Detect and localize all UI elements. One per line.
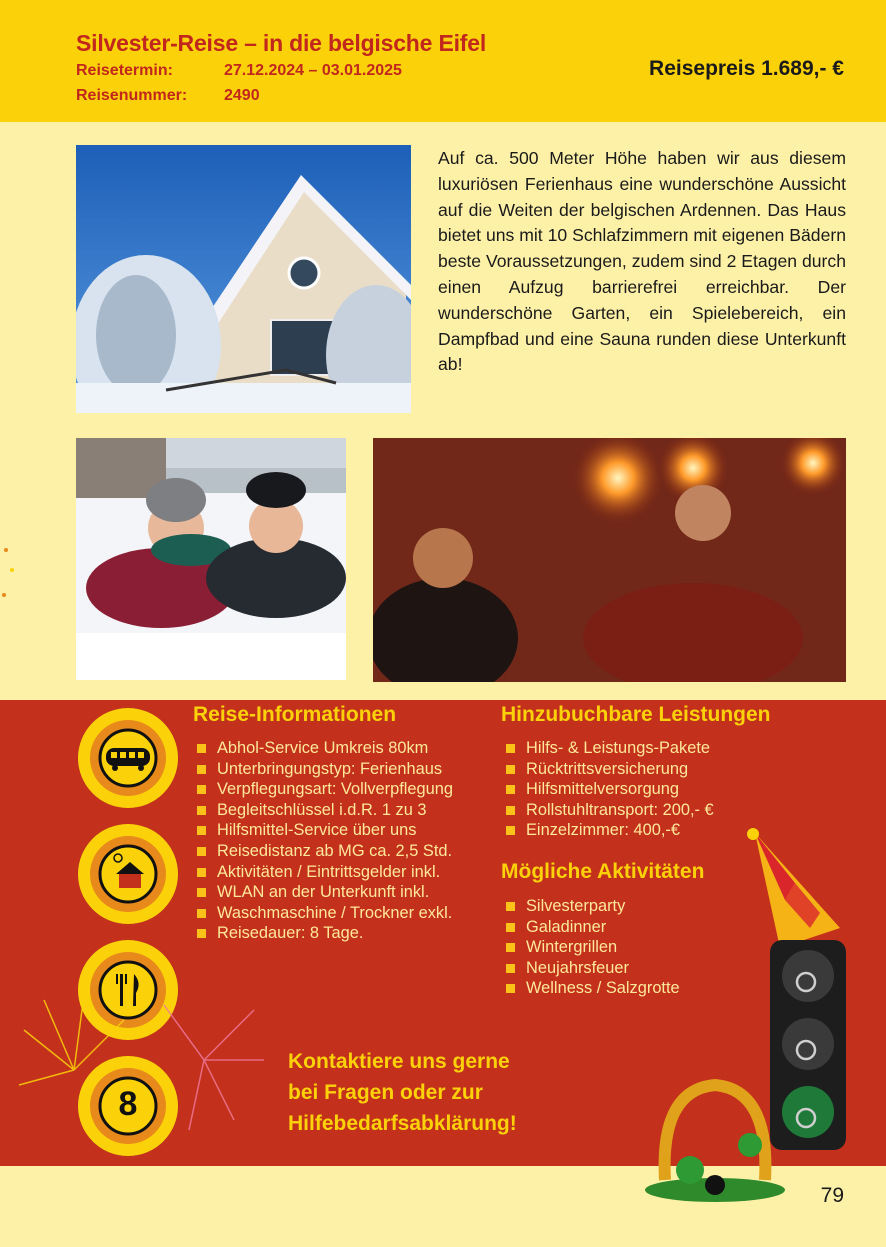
list-item: Waschmaschine / Trockner exkl. — [195, 903, 453, 924]
party-hat-icon — [735, 828, 845, 958]
list-item: Rollstuhltransport: 200,- € — [504, 800, 714, 821]
reisenummer-value: 2490 — [224, 87, 260, 104]
list-item: Einzelzimmer: 400,-€ — [504, 820, 714, 841]
sparkle-icon — [0, 500, 20, 610]
reisetermin-label: Reisetermin: — [76, 62, 173, 79]
page-number: 79 — [820, 1184, 844, 1207]
salt-grotto-photo — [373, 438, 846, 682]
list-item: Hilfs- & Leistungs-Pakete — [504, 738, 714, 759]
zubuchbar-heading: Hinzubuchbare Leistungen — [501, 703, 771, 726]
list-item: Reisedistanz ab MG ca. 2,5 Std. — [195, 841, 453, 862]
fireworks-icon — [14, 990, 274, 1170]
zubuchbar-list — [504, 738, 714, 841]
aktivitaeten-list — [504, 896, 680, 999]
list-item: Neujahrsfeuer — [504, 958, 680, 979]
list-item: Reisedauer: 8 Tage. — [195, 923, 453, 944]
list-item: Unterbringungstyp: Ferienhaus — [195, 759, 453, 780]
bus-icon — [76, 706, 180, 810]
list-item: Verpflegungsart: Vollverpflegung — [195, 779, 453, 800]
list-item: Galadinner — [504, 917, 680, 938]
list-item: Hilfsmittel-Service über uns — [195, 820, 453, 841]
reisetermin-value: 27.12.2024 – 03.01.2025 — [224, 62, 402, 79]
horseshoe-icon — [640, 1070, 790, 1205]
price-label: Reisepreis 1.689,- € — [649, 57, 844, 80]
reisenummer-label: Reisenummer: — [76, 87, 188, 104]
list-item: Abhol-Service Umkreis 80km — [195, 738, 453, 759]
reise-info-heading: Reise-Informationen — [193, 703, 397, 726]
reisetermin-row — [76, 62, 402, 80]
aktivitaeten-heading: Mögliche Aktivitäten — [501, 860, 705, 883]
house-photo — [76, 145, 411, 413]
reise-info-list — [195, 738, 453, 944]
list-item: Hilfsmittelversorgung — [504, 779, 714, 800]
snow-people-photo — [76, 438, 346, 680]
intro-paragraph: Auf ca. 500 Meter Höhe haben wir aus diesem luxuriösen Ferienhaus eine wunderschöne Aussicht auf die Weiten der belgischen Ardennen. Das Haus bietet uns mit 10 Schlafzimmern mit eigenen Bädern beste Voraussetzungen, zudem sind 2 Etagen durch einen Aufzug barrierefrei erreichbar. Der wunderschöne Garten, ein Spielebereich, ein Dampfbad und eine Sauna runden diese Unterkunft ab! — [438, 148, 846, 375]
header-bar — [0, 0, 886, 122]
duration-days: 8 — [118, 1085, 138, 1123]
list-item: Begleitschlüssel i.d.R. 1 zu 3 — [195, 800, 453, 821]
house-icon — [76, 822, 180, 926]
list-item: Wintergrillen — [504, 937, 680, 958]
list-item: Silvesterparty — [504, 896, 680, 917]
list-item: Wellness / Salzgrotte — [504, 978, 680, 999]
page-title: Silvester-Reise – in die belgische Eifel — [76, 30, 487, 56]
contact-line-3: Hilfebedarfsabklärung! — [288, 1112, 517, 1135]
contact-line-2: bei Fragen oder zur — [288, 1081, 483, 1104]
contact-text — [288, 1046, 517, 1139]
list-item: WLAN an der Unterkunft inkl. — [195, 882, 453, 903]
list-item: Aktivitäten / Eintrittsgelder inkl. — [195, 862, 453, 883]
reisenummer-row — [76, 87, 260, 105]
contact-line-1: Kontaktiere uns gerne — [288, 1050, 510, 1073]
list-item: Rücktrittsversicherung — [504, 759, 714, 780]
